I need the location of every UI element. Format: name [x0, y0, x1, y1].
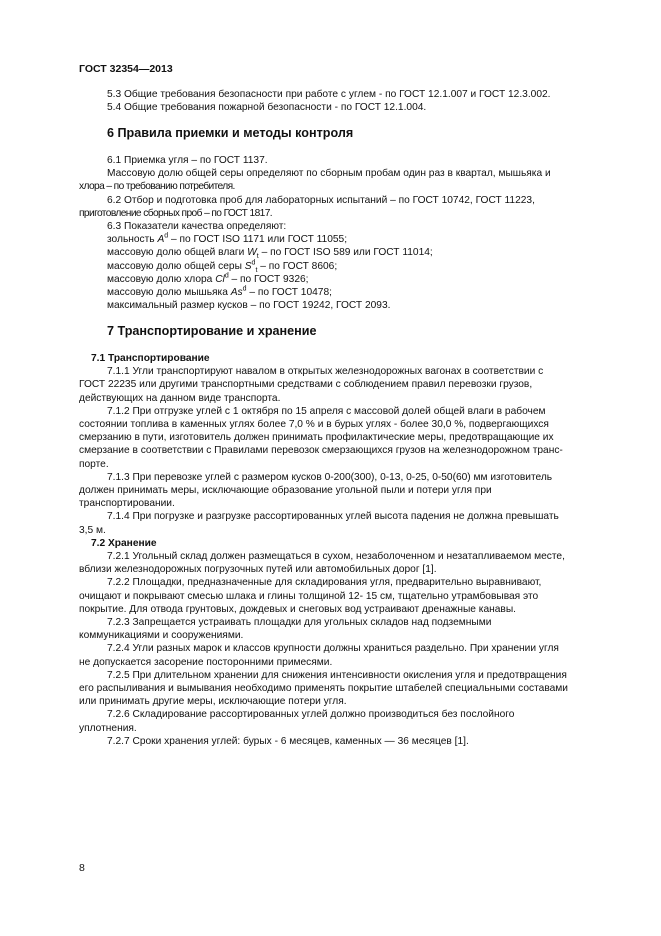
- p712-line: порте.: [79, 458, 109, 470]
- moisture-item: массовую долю общей влаги $W_t$ – по ГОСТ ISO 589 или ГОСТ 11014;: [107, 247, 433, 261]
- section-6-text: [79, 154, 597, 312]
- p724-line: 7.2.4 Угли разных марок и классов крупности должны храниться раздельно. При хранении угля: [107, 643, 559, 655]
- p726-line: 7.2.6 Складирование рассортированных углей должно производиться без послойного: [107, 709, 515, 721]
- standard-header: ГОСТ 32354—2013: [79, 63, 173, 75]
- p721-line: вблизи железнодорожных погрузочных путей или автомобильных дорог [1].: [79, 564, 437, 576]
- p712-line: состоянии топлива в каменных углях более 7,0 % и в бурых углях - более 30,0 %, подвергающихся: [79, 419, 549, 431]
- arsenic-item: массовую долю мышьяка As$^d$ – по ГОСТ 10478;: [107, 285, 332, 299]
- p722-line: очищают и покрывают смесью шлака и глины толщиной 12- 15 см, тщательно утрамбовывая это: [79, 590, 539, 602]
- p713-line: транспортировании.: [79, 498, 175, 510]
- sulfur-sampling-line-1: Массовую долю общей серы определяют по сборным пробам один раз в квартал, мышьяка и: [107, 168, 551, 180]
- p712-line: 7.1.2 При отгрузке углей с 1 октября по 15 апреля с массовой долей общей влаги в рабочем: [107, 405, 546, 417]
- sulfur-item: массовую долю общей серы $S^d_t$ – по ГОСТ 8606;: [107, 259, 338, 274]
- paragraph-7-2-7: 7.2.7 Сроки хранения углей: бурых - 6 месяцев, каменных — 36 месяцев [1].: [107, 735, 469, 747]
- p722-line: покрытие. Для отвода грунтовых, дождевых и снеговых вод устраивают дренажные канавы.: [79, 603, 516, 615]
- page-number: 8: [79, 862, 85, 874]
- p724-line: не допускается засорение посторонними примесями.: [79, 656, 333, 668]
- p711-line: ГОСТ 22235 или другими транспортными средствами с соблюдением правил перевозки грузов,: [79, 379, 533, 391]
- p725-line: его распыливания и вымывания необходимо применять покрытие штабелей специальными составами: [79, 683, 568, 695]
- subsection-7-2-title: 7.2 Хранение: [91, 537, 157, 549]
- p723-line: 7.2.3 Запрещается устраивать площадки для угольных складов над подземными: [107, 617, 492, 629]
- p712-line: смерзание в соответствии с Правилами перевозок смерзающихся грузов на железнодорожном транс-: [79, 445, 563, 457]
- p711-line: действующих на данном виде транспорта.: [79, 392, 281, 404]
- p725-line: 7.2.5 При длительном хранении для снижения интенсивности окисления угля и предотвращения: [107, 669, 567, 681]
- section-5-text: [107, 88, 597, 114]
- paragraph-6-2-line-1: 6.2 Отбор и подготовка проб для лабораторных испытаний – по ГОСТ 10742, ГОСТ 11223,: [107, 194, 535, 206]
- p714-line: 3,5 м.: [79, 524, 106, 536]
- paragraph-6-1: 6.1 Приемка угля – по ГОСТ 1137.: [107, 155, 268, 166]
- section-7-title: 7 Транспортирование и хранение: [107, 324, 317, 338]
- p723-line: коммуникациями и сооружениями.: [79, 630, 244, 642]
- p712-line: смерзанию в пути, изготовитель должен принимать профилактические меры, предотвращающие их: [79, 432, 554, 444]
- subsection-7-1-title: 7.1 Транспортирование: [91, 353, 210, 364]
- paragraph-6-3: 6.3 Показатели качества определяют:: [107, 221, 287, 233]
- section-7-text: [79, 352, 598, 748]
- section-6-title: 6 Правила приемки и методы контроля: [107, 126, 354, 140]
- p713-line: 7.1.3 При перевозке углей с размером кусков 0-200(300), 0-13, 0-25, 0-50(60) мм изготовитель: [107, 471, 553, 483]
- p713-line: должен принимать меры, исключающие образование угольной пыли и потери угля при: [79, 485, 492, 497]
- p711-line: 7.1.1 Угли транспортируют навалом в открытых железнодорожных вагонах в соответствии с: [107, 366, 544, 378]
- ash-content-item: зольность $A^d$ – по ГОСТ ISO 1171 или ГОСТ 11055;: [107, 232, 348, 246]
- p726-line: уплотнения.: [79, 722, 137, 734]
- sulfur-sampling-line-2: хлора – по требованию потребителя.: [79, 181, 235, 193]
- p721-line: 7.2.1 Угольный склад должен размещаться в сухом, незаболоченном и незатапливаемом месте,: [107, 551, 565, 563]
- p722-line: 7.2.2 Площадки, предназначенные для складирования угля, предварительно выравнивают,: [107, 577, 542, 589]
- p725-line: или принимать другие меры, исключающие потери угля.: [79, 696, 347, 708]
- paragraph-5-4: 5.4 Общие требования пожарной безопасности - по ГОСТ 12.1.004.: [107, 102, 427, 114]
- p714-line: 7.1.4 При погрузке и разгрузке рассортированных углей высота падения не должна превышать: [107, 511, 559, 523]
- paragraph-5-3: 5.3 Общие требования безопасности при работе с углем - по ГОСТ 12.1.007 и ГОСТ 12.3.002.: [107, 89, 551, 100]
- lump-size-item: максимальный размер кусков – по ГОСТ 19242, ГОСТ 2093.: [107, 300, 391, 312]
- paragraph-6-2-line-2: приготовление сборных проб – по ГОСТ 1817.: [79, 207, 273, 219]
- chlorine-item: массовую долю хлора Cl$^d$ – по ГОСТ 9326;: [107, 272, 309, 285]
